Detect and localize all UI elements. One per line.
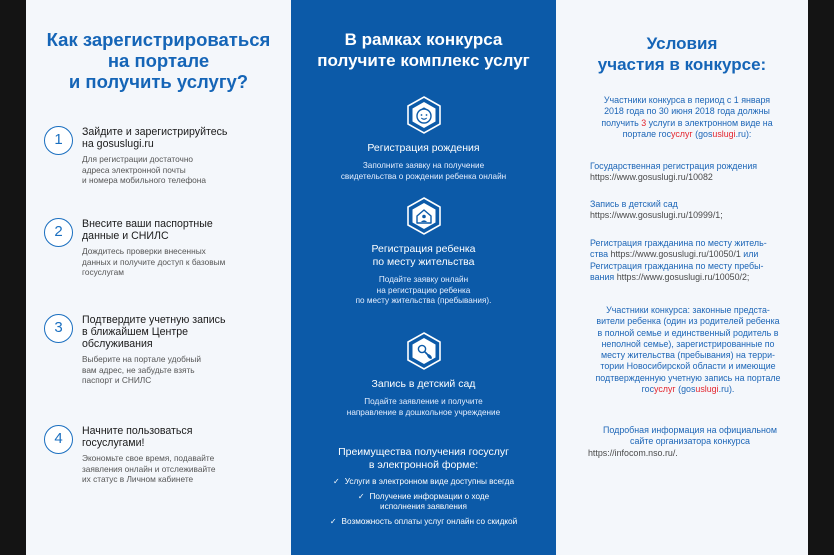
house-child-icon [405,196,443,236]
step-2-description: Дождитесь проверки внесенных данных и получите доступ к базовым госуслугам [82,246,226,278]
services-title: В рамках конкурса получите комплекс услуг [317,30,530,70]
advantages-list [291,477,556,531]
step-number-2: 2 [44,218,73,247]
checkmark-icon: ✓ [329,516,337,526]
service-description: Подайте заявление и получите направление в дошкольное учреждение [346,397,501,417]
step-4-heading: Начните пользоваться госуслугами! [82,425,193,449]
kindergarten-url[interactable]: https://www.gosuslugi.ru/10999/1; [590,210,723,221]
step-1 [44,126,284,186]
baby-face-icon [405,95,443,135]
conditions-intro: Участники конкурса в период с 1 января 2018 года по 30 июня 2018 года должны получить 3 услуги в электронном виде на портале госуслуг (gosuslugi.ru): [601,95,773,139]
conditions-column [556,0,808,555]
step-1-heading: Зайдите и зарегистрируйтесь на gosuslugi.ru [82,126,228,150]
brochure [26,0,808,555]
service-name: Регистрация ребенка по месту жительства [371,243,476,268]
checkmark-icon: ✓ [333,477,340,486]
step-1-description: Для регистрации достаточно адреса электронной почты и номера мобильного телефона [82,154,206,186]
stay-url[interactable]: https://www.gosuslugi.ru/10050/2; [616,271,750,282]
step-4 [44,425,284,485]
step-4-description: Экономьте свое время, подавайте заявления онлайн и отслеживайте их статус в Личном кабинете [82,453,216,485]
residence-url[interactable]: https://www.gosuslugi.ru/10050/1 [610,249,741,260]
list-item: ✓ Услуги в электронном виде доступны всегда [333,477,514,486]
service-residence-links: Регистрация гражданина по месту житель- ства https://www.gosuslugi.ru/10050/1 или Регистрация гражданина по месту пребы- вания https://www.gosuslugi.ru/10050/2; [590,238,767,282]
step-3-heading: Подтвердите учетную запись в ближайшем Центре обслуживания [82,314,226,350]
service-kindergarten-enrollment [291,331,556,418]
step-3-description: Выберите на портале удобный вам адрес, не забудьте взять паспорт и СНИЛС [82,354,202,386]
step-number-4: 4 [44,425,73,454]
participants-conditions: Участники конкурса: законные предста- вители ребенка (один из родителей ребенка в полной семье и единственный родитель в неполной семье), зарегистрированные по месту жительства (пребывания) на терри- тории Новосибирской области и имеющие подтвержденную учетную запись на портале госуслуг (gosuslugi.ru). [595,305,781,395]
step-2-heading: Внесите ваши паспортные данные и СНИЛС [82,218,213,242]
list-item: ✓ Получение информации о ходе исполнения заявления [357,491,490,511]
service-name: Регистрация рождения [367,142,480,154]
birth-url[interactable]: https://www.gosuslugi.ru/10082 [590,172,713,183]
step-number-1: 1 [44,126,73,155]
service-description: Заполните заявку на получение свидетельства о рождении ребенка онлайн [340,161,507,181]
organizer-url[interactable]: https://infocom.nso.ru/. [588,447,678,458]
checkmark-icon: ✓ [357,491,365,501]
step-2 [44,218,284,278]
pacifier-icon [405,331,443,371]
conditions-title: Условия участия в конкурсе: [597,34,767,74]
service-name: Запись в детский сад [371,378,476,390]
service-birth-registration [291,95,556,182]
service-description: Подайте заявку онлайн на регистрацию ребенка по месту жительства (пребывания). [355,275,492,305]
advantages-title: Преимущества получения госуслуг в электронной форме: [338,446,509,471]
list-item: ✓ Возможность оплаты услуг онлайн со скидкой [329,516,518,526]
step-3 [44,314,284,386]
how-to-register-title: Как зарегистрироваться на портале и получить услугу? [46,29,271,92]
step-number-3: 3 [44,314,73,343]
service-kindergarten-link: Запись в детский сад https://www.gosuslugi.ru/10999/1; [590,199,805,222]
service-birth-link: Государственная регистрация рождения https://www.gosuslugi.ru/10082 [590,161,805,184]
organizer-info: Подробная информация на официальном сайте организатора конкурса https://infocom.nso.ru/. [576,425,804,459]
services-column [291,0,556,555]
how-to-register-column [26,0,291,555]
service-residence-registration [291,196,556,307]
